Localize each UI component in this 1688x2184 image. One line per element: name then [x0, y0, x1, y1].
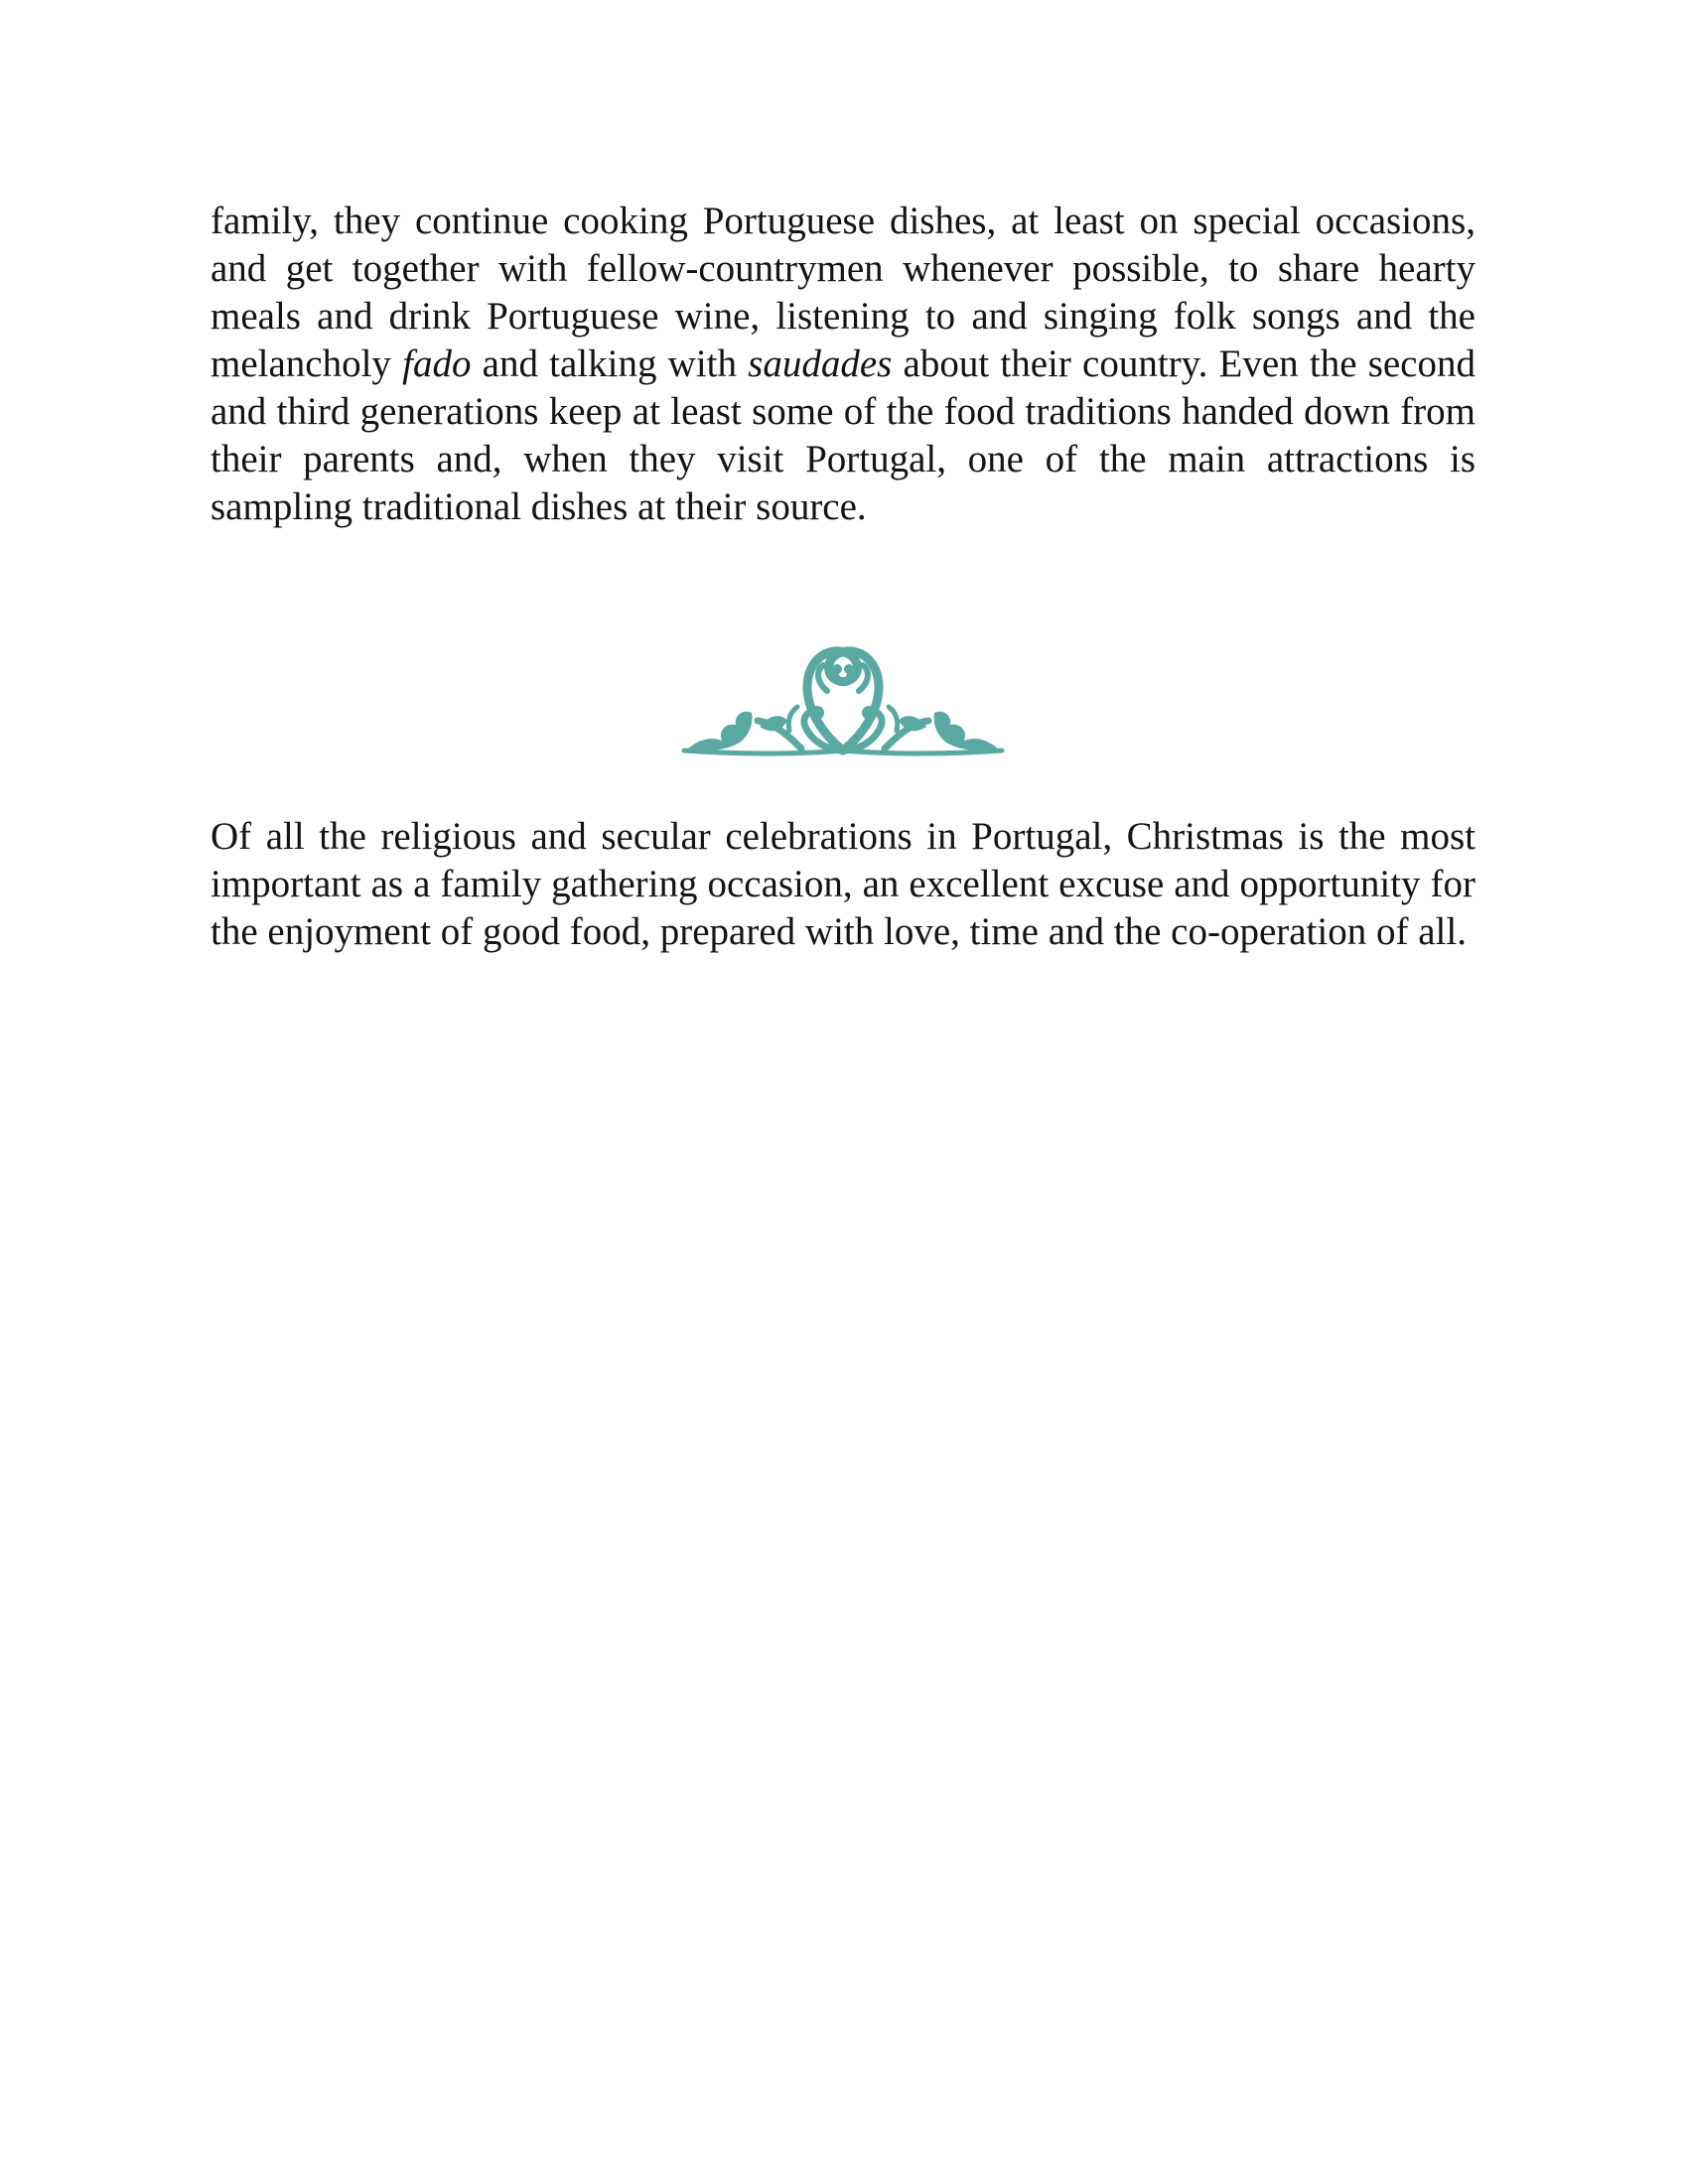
- italic-word-saudades: saudades: [748, 342, 893, 385]
- paragraph-1-text-c: about their country. Even the second and third generations keep at least some of the food traditions handed down from their parents and, when they visit Portugal, one of the main attractions is sampling traditional dishes at their source.: [211, 342, 1476, 528]
- italic-word-fado: fado: [402, 342, 472, 385]
- paragraph-2-text: Of all the religious and secular celebrations in Portugal, Christmas is the most important as a family gathering occasion, an excellent excuse and opportunity for the enjoyment of good food, prepared with love, time and the co-operation of all.: [211, 815, 1476, 953]
- paragraph-1-text-a: family, they continue cooking Portuguese dishes, at least on special occasions, and get together with fellow-countrymen whenever possible, to share hearty meals and drink Portuguese wine, listening to and singing folk songs and the melancholy: [211, 200, 1476, 385]
- body-paragraph-2: [211, 813, 1476, 956]
- paragraph-1-text-b: and talking with: [471, 342, 749, 385]
- body-paragraph-1: [211, 198, 1476, 531]
- scroll-flourish-icon: [678, 631, 1008, 756]
